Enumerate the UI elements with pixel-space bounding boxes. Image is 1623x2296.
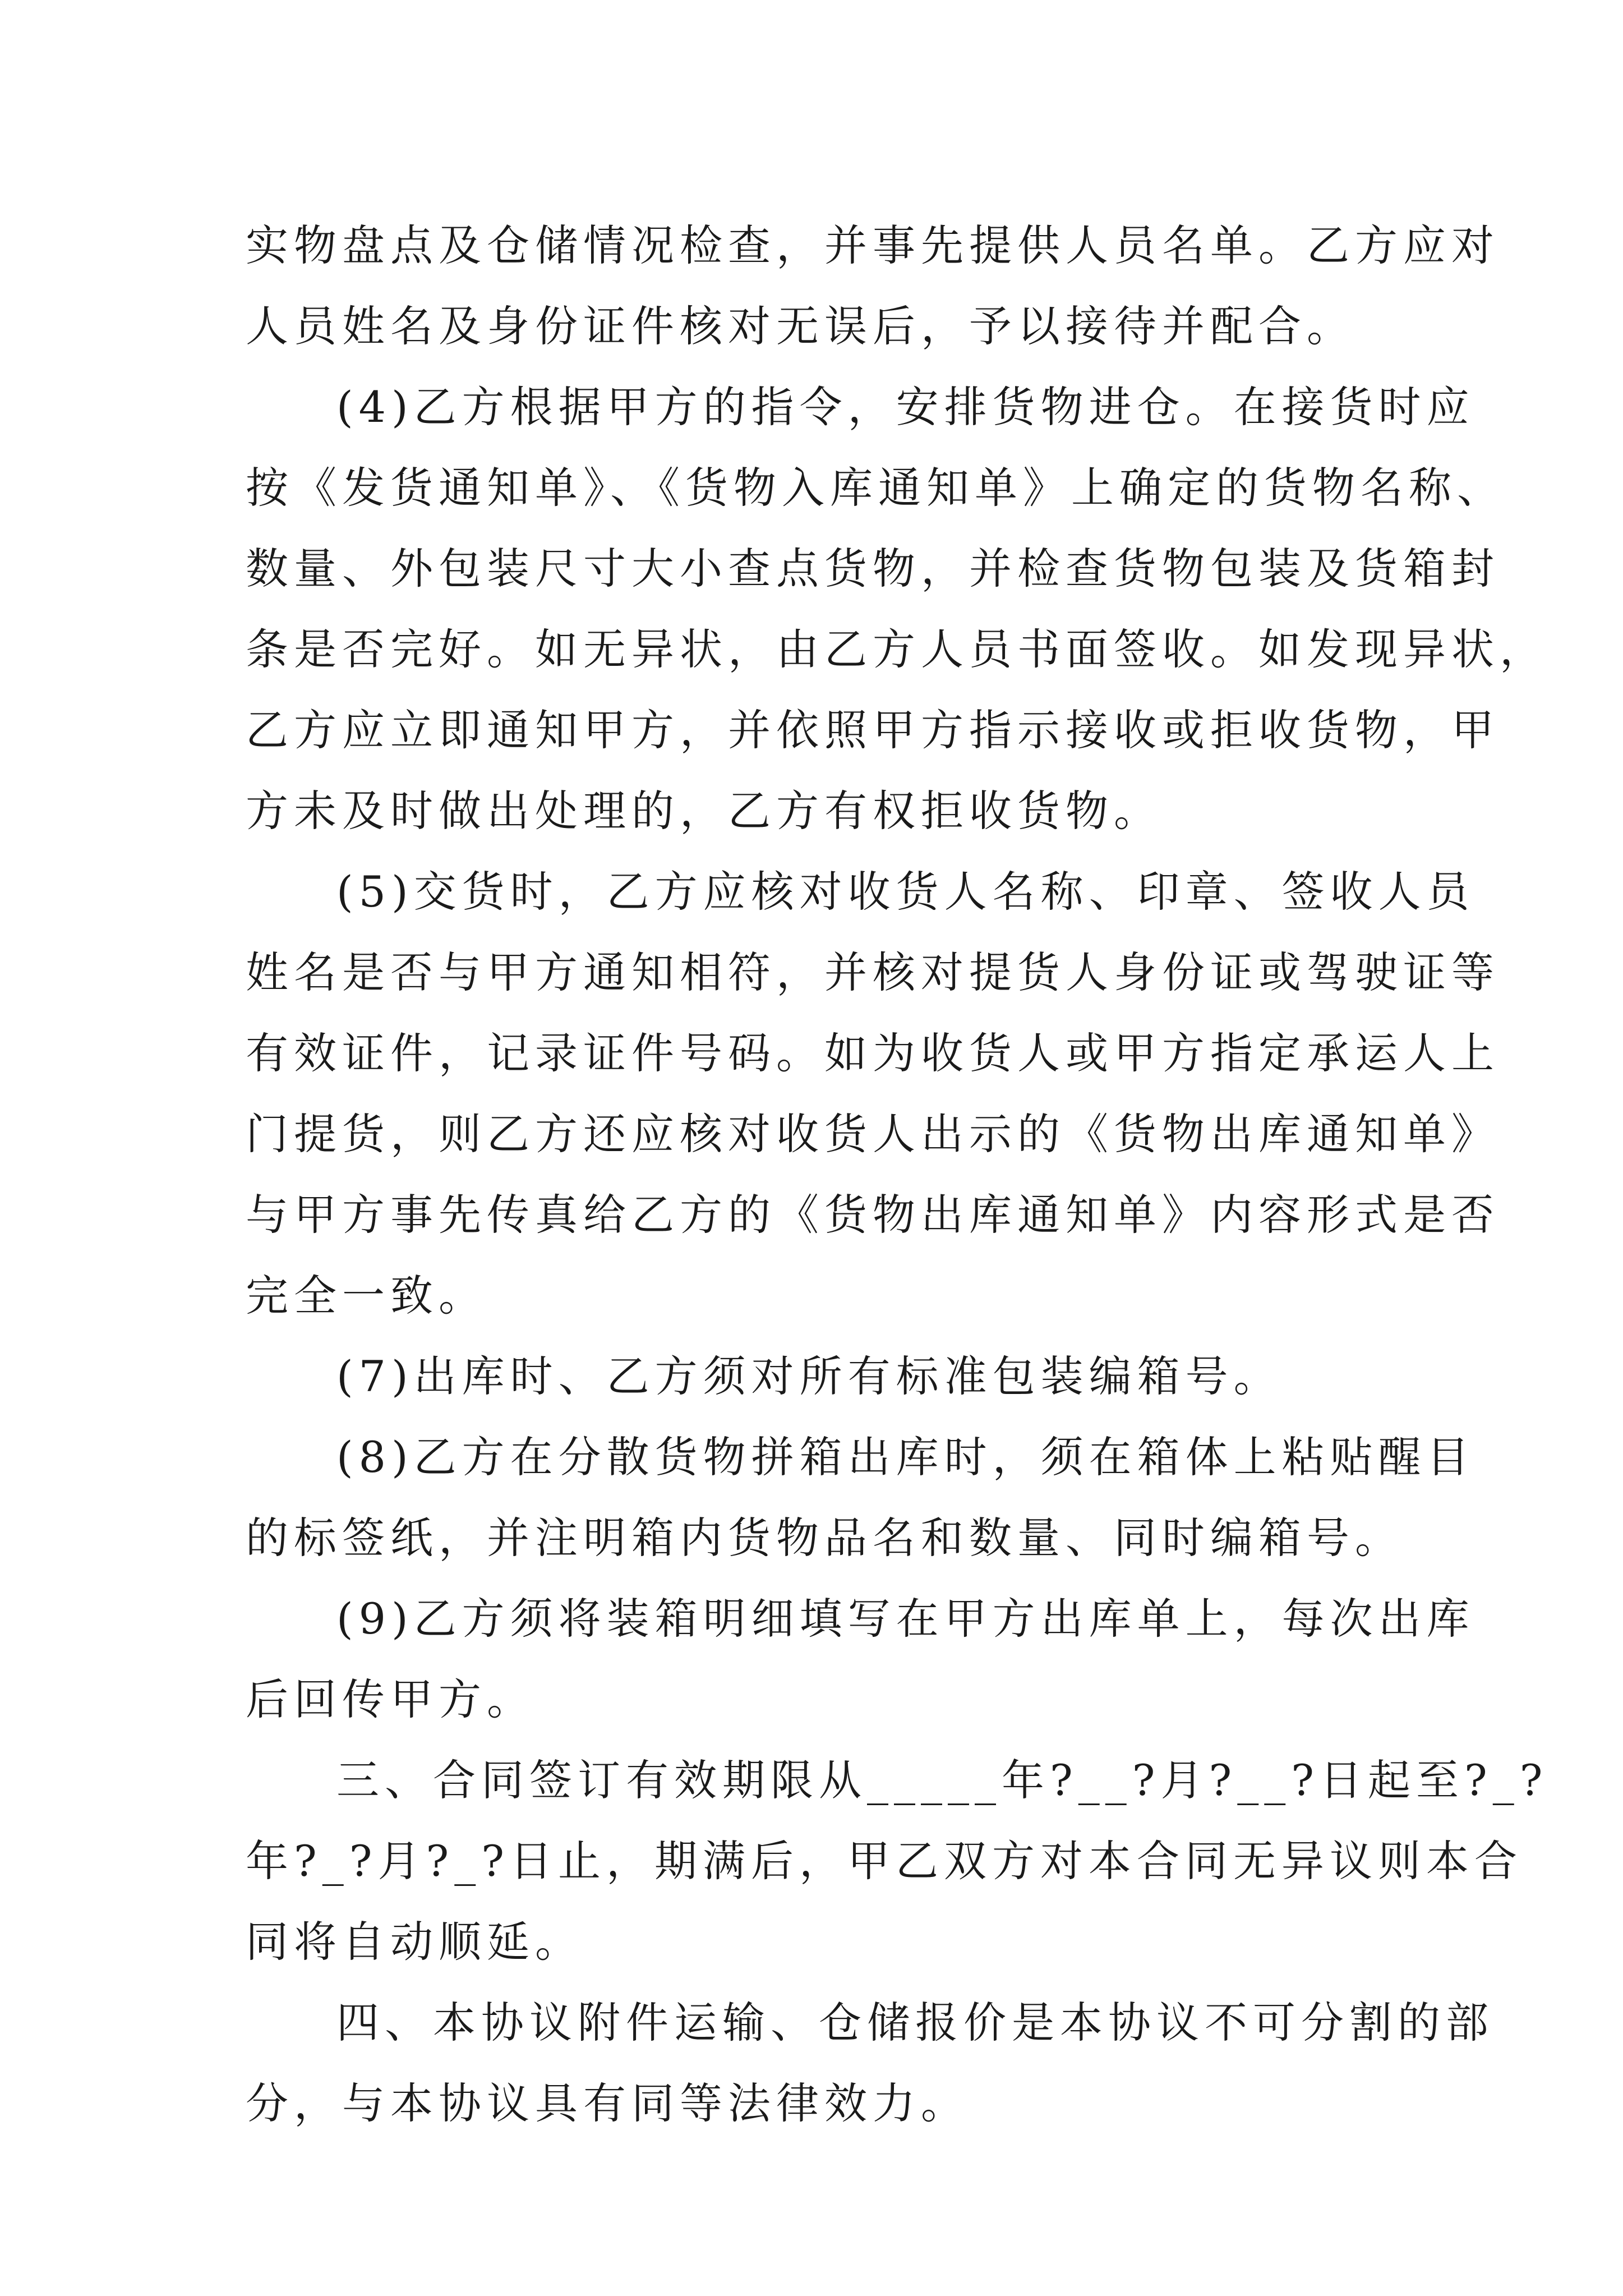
text-line: 的标签纸，并注明箱内货物品名和数量、同时编箱号。: [246, 1513, 1403, 1563]
text-line: 年?_?月?_?日止，期满后，甲乙双方对本合同无异议则本合: [246, 1836, 1523, 1886]
paragraph-start-line: (8)乙方在分散货物拼箱出库时，须在箱体上粘贴醒目: [336, 1432, 1475, 1482]
text-line: 人员姓名及身份证件核对无误后，予以接待并配合。: [246, 301, 1355, 351]
paragraph-start-line: (4)乙方根据甲方的指令，安排货物进仓。在接货时应: [336, 382, 1475, 432]
text-line: 按《发货通知单》、《货物入库通知单》上确定的货物名称、: [246, 463, 1505, 513]
paragraph-start-line: (5)交货时，乙方应核对收货人名称、印章、签收人员: [336, 867, 1475, 917]
text-line: 实物盘点及仓储情况检查，并事先提供人员名单。乙方应对: [246, 220, 1500, 270]
text-line: 数量、外包装尺寸大小查点货物，并检查货物包装及货箱封: [246, 544, 1500, 593]
paragraph-start-line: (7)出库时、乙方须对所有标准包装编箱号。: [336, 1351, 1282, 1401]
text-line: 分，与本协议具有同等法律效力。: [246, 2078, 969, 2128]
text-line: 乙方应立即通知甲方，并依照甲方指示接收或拒收货物，甲: [246, 705, 1500, 755]
text-line: 门提货，则乙方还应核对收货人出示的《货物出库通知单》: [246, 1109, 1500, 1159]
text-line: 同将自动顺延。: [246, 1917, 583, 1967]
text-line: 条是否完好。如无异状，由乙方人员书面签收。如发现异状，: [246, 624, 1548, 674]
paragraph-start-line: 四、本协议附件运输、仓储报价是本协议不可分割的部: [336, 1998, 1494, 2047]
text-line: 完全一致。: [246, 1271, 487, 1320]
paragraph-start-line: 三、合同签订有效期限从_____年?__?月?__?日起至?_?: [336, 1755, 1548, 1805]
text-line: 有效证件，记录证件号码。如为收货人或甲方指定承运人上: [246, 1028, 1500, 1078]
text-line: 方未及时做出处理的，乙方有权拒收货物。: [246, 786, 1162, 836]
text-line: 姓名是否与甲方通知相符，并核对提货人身份证或驾驶证等: [246, 947, 1500, 997]
paragraph-start-line: (9)乙方须将装箱明细填写在甲方出库单上，每次出库: [336, 1594, 1475, 1644]
text-line: 后回传甲方。: [246, 1674, 535, 1724]
text-line: 与甲方事先传真给乙方的《货物出库通知单》内容形式是否: [246, 1190, 1500, 1240]
document-body: [246, 205, 1548, 2144]
